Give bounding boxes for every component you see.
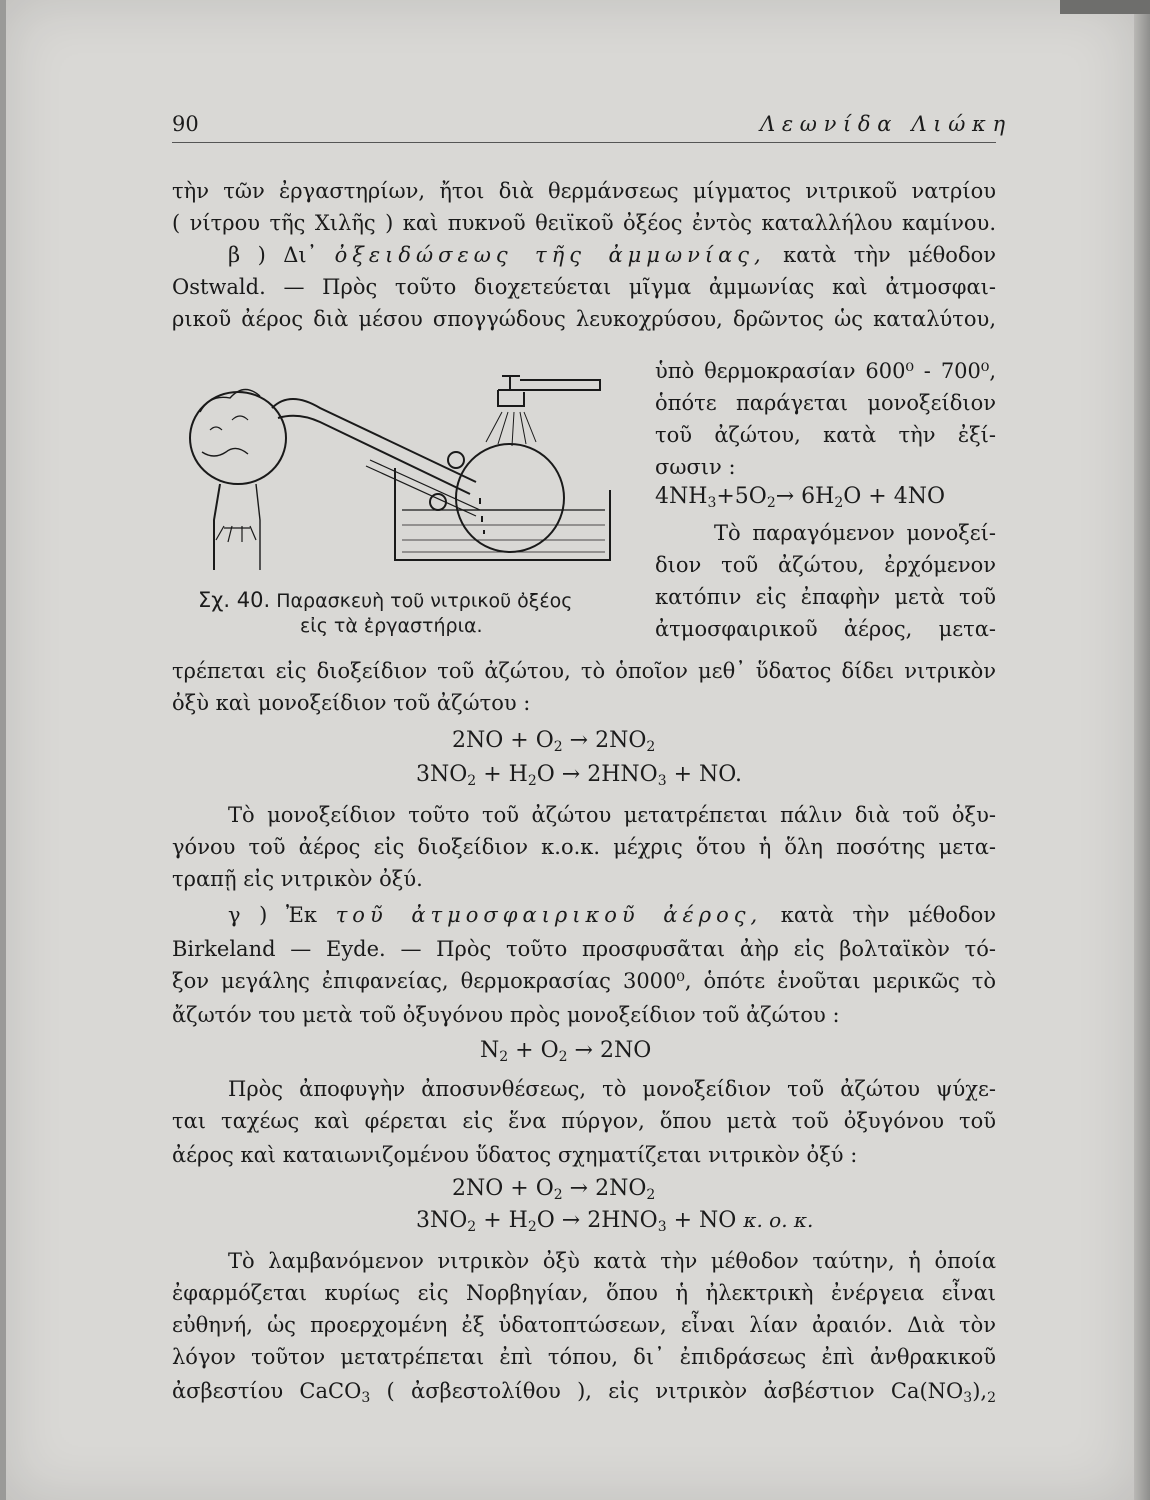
caption-line-1: Παρασκευὴ τοῦ νιτρικοῦ ὀξέος — [276, 590, 573, 612]
text-line: τὴν τῶν ἐργαστηρίων, ἤτοι διὰ θερμάνσεως μίγματος νιτρικοῦ νατρίου — [172, 179, 996, 203]
text-line: ἀσβεστίου CaCO$_3$ ( ἀσβεστολίθου ), εἰς νιτρικὸν ἀσβέστιον $Ca(NO_3),_2$ — [172, 1379, 996, 1406]
text-line: ἀέρος καὶ καταιωνιζομένου ὕδατος σχηματίζεται νιτρικὸν ὀξύ : — [172, 1143, 858, 1167]
text-line: ( νίτρου τῆς Χιλῆς ) καὶ πυκνοῦ θειϊκοῦ ὀξέος ἐντὸς καταλλήλου καμίνου. — [172, 211, 996, 235]
equation-nitrogen-oxygen: $N_2 + O_2 \to 2NO$ — [480, 1038, 652, 1065]
header-rule — [172, 142, 996, 143]
text-line: Ostwald. — Πρὸς τοῦτο διοχετεύεται μῖγμα ἀμμωνίας καὶ ἀτμοσφαι- — [172, 275, 996, 299]
text-line: γόνου τοῦ ἀέρος εἰς διοξείδιον κ.ο.κ. μέχρις ὅτου ἡ ὅλη ποσότης μετα- — [172, 835, 996, 859]
text-line: Birkeland — Eyde. — Πρὸς τοῦτο προσφυσᾶται ἀὴρ εἰς βολταϊκὸν τό- — [172, 937, 996, 961]
text-line: κατόπιν εἰς ἐπαφὴν μετὰ τοῦ — [655, 585, 996, 609]
text-line: Πρὸς ἀποφυγὴν ἀποσυνθέσεως, τὸ μονοξείδιον τοῦ ἀζώτου ψύχε- — [228, 1077, 996, 1101]
text-line: ἄζωτόν του μετὰ τοῦ ὀξυγόνου πρὸς μονοξείδιον τοῦ ἀζώτου : — [172, 1003, 840, 1027]
caption-line-2: εἰς τὰ ἐργαστήρια. — [300, 615, 483, 637]
text-fragment: κατὰ τὴν μέθοδον — [780, 903, 996, 927]
binding-strip — [1060, 0, 1150, 14]
text-line: ρικοῦ ἀέρος διὰ μέσου σπογγώδους λευκοχρύσου, δρῶντος ὡς καταλύτου, — [172, 307, 996, 331]
figure-label: Σχ. 40. — [198, 588, 271, 612]
page-edge — [1134, 0, 1150, 1500]
running-title: Λ ε ω ν ί δ α Λ ι ώ κ η — [760, 112, 1006, 136]
text-line: διον τοῦ ἀζώτου, ἐρχόμενον — [655, 553, 996, 577]
text-line: ὁπότε παράγεται μονοξείδιον — [655, 391, 996, 415]
text-line: Τὸ λαμβανόμενον νιτρικὸν ὀξὺ κατὰ τὴν μέθοδον ταύτην, ἡ ὁποία — [228, 1249, 996, 1273]
equation-no-oxidation-2: $2NO + O_2 \to 2NO_2$ — [452, 1176, 656, 1203]
text-line: ὑπὸ θερμοκρασίαν 600⁰ - 700⁰, — [655, 359, 996, 383]
text-line — [228, 240, 996, 270]
text-line: Τὸ μονοξείδιον τοῦτο τοῦ ἀζώτου μετατρέπεται πάλιν διὰ τοῦ ὀξυ- — [228, 803, 996, 827]
text-line: ξον μεγάλης ἐπιφανείας, θερμοκρασίας 3000⁰, ὁπότε ἑνοῦται μερικῶς τὸ — [172, 969, 996, 993]
text-line: ται ταχέως καὶ φέρεται εἰς ἕνα πύργον, ὅπου μετὰ τοῦ ὀξυγόνου τοῦ — [172, 1109, 996, 1133]
text-line — [228, 900, 996, 930]
text-line: ὀξὺ καὶ μονοξείδιον τοῦ ἀζώτου : — [172, 691, 531, 715]
text-line: τραπῇ εἰς νιτρικὸν ὀξύ. — [172, 867, 423, 891]
equation-no2-water-2: $3NO_2 + H_2O \to 2HNO_3$ + NO κ. ο. κ. — [416, 1208, 814, 1235]
text-line: σωσιν : — [655, 455, 736, 479]
equation-ammonia-oxidation: $4NH_3+5O_2\to 6H_2O + 4NO$ — [655, 484, 946, 511]
text-line: ἐφαρμόζεται κυρίως εἰς Νορβηγίαν, ὅπου ἡ ἠλεκτρικὴ ἐνέργεια εἶναι — [172, 1281, 996, 1305]
spaced-heading: τοῦ ἀτμοσφαιρικοῦ ἀέρος, — [335, 903, 763, 927]
apparatus-figure — [180, 360, 640, 570]
page-number: 90 — [172, 112, 199, 136]
text-line: λόγον τοῦτον μετατρέπεται ἐπὶ τόπου, δι᾽ ἐπιδράσεως ἐπὶ ἀνθρακικοῦ — [172, 1345, 996, 1369]
text-line: τρέπεται εἰς διοξείδιον τοῦ ἀζώτου, τὸ ὁποῖον μεθ᾽ ὕδατος δίδει νιτρικὸν — [172, 659, 996, 683]
equation-no-oxidation: $2NO + O_2 \to 2NO_2$ — [452, 728, 656, 755]
item-label: γ ) Ἐκ — [228, 903, 318, 927]
text-line: τοῦ ἀζώτου, κατὰ τὴν ἐξί- — [655, 423, 996, 447]
item-label: β ) Δι᾽ — [228, 243, 318, 267]
text-line: εὐθηνή, ὡς προερχομένη ἐξ ὑδατοπτώσεων, εἶναι λίαν ἀραιόν. Διὰ τὸν — [172, 1313, 996, 1337]
equation-no2-water: $3NO_2 + H_2O \to 2HNO_3$ + NO. — [416, 762, 743, 789]
text-line: Τὸ παραγόμενον μονοξεί- — [714, 521, 996, 545]
text-fragment: κατὰ τὴν μέθοδον — [783, 243, 997, 267]
figure-caption — [198, 588, 572, 612]
text-line: ἀτμοσφαιρικοῦ ἀέρος, μετα- — [655, 617, 996, 641]
spaced-heading: ὀξειδώσεως τῆς ἀμμωνίας, — [334, 243, 766, 267]
